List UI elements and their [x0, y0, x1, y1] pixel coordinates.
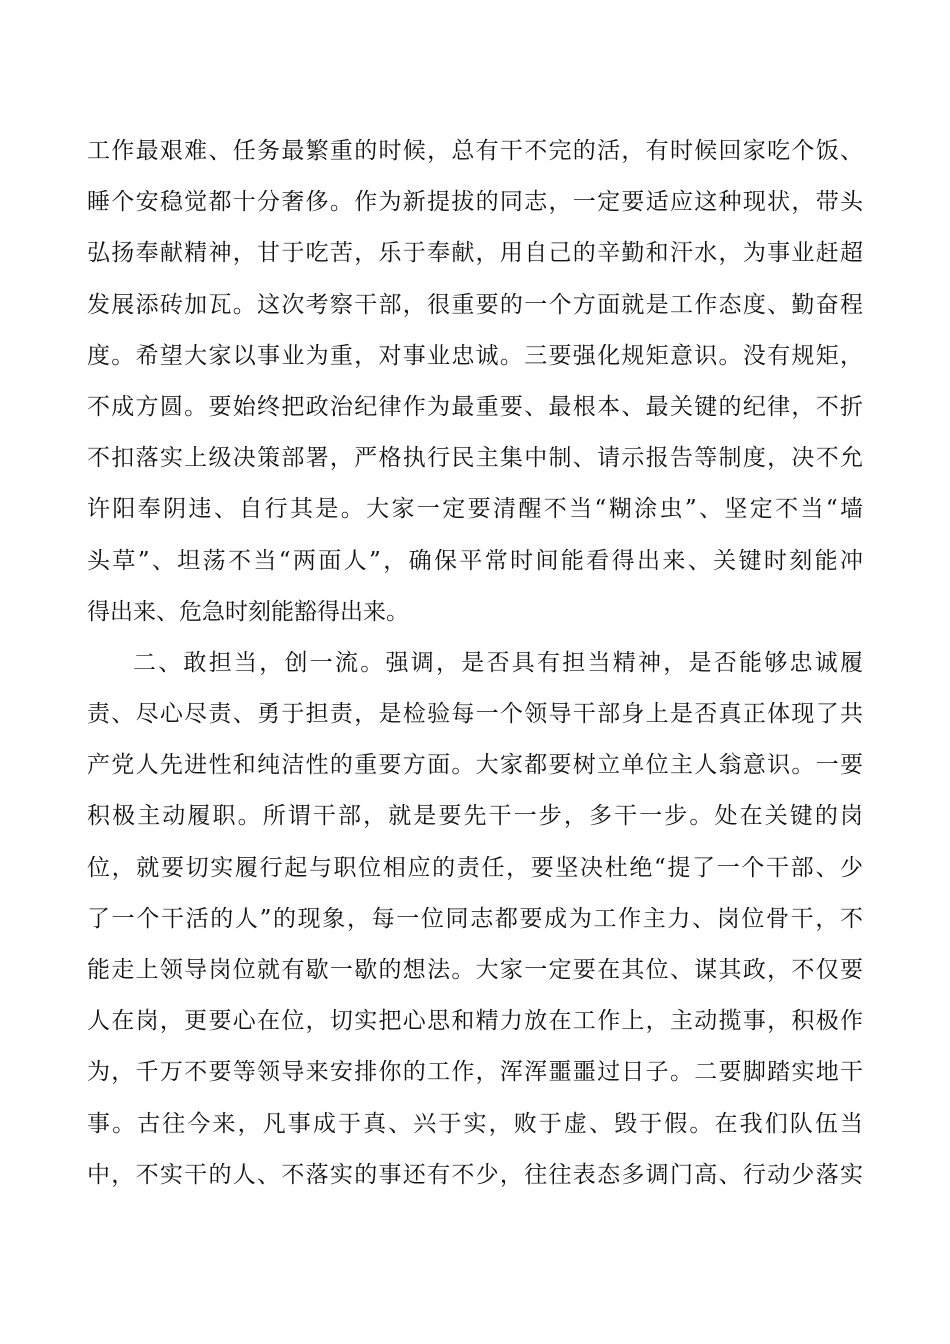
- section-heading-line: 二、敢担当，创一流。强调，是否具有担当精神，是否能够忠诚履: [133, 649, 863, 676]
- text-line: 事。古往今来，凡事成于真、兴于实，败于虚、毁于假。在我们队伍当: [87, 1110, 863, 1137]
- body-text: [87, 126, 863, 1201]
- text-line: 不扣落实上级决策部署，严格执行民主集中制、请示报告等制度，决不允: [87, 445, 863, 472]
- text-line: 为，千万不要等领导来安排你的工作，浑浑噩噩过日子。二要脚踏实地干: [87, 1059, 863, 1086]
- text-line: 头草”、坦荡不当“两面人”，确保平常时间能看得出来、关键时刻能冲: [87, 547, 863, 574]
- text-line: 工作最艰难、任务最繁重的时候，总有干不完的活，有时候回家吃个饭、: [87, 138, 863, 164]
- text-line: 不成方圆。要始终把政治纪律作为最重要、最根本、最关键的纪律，不折: [87, 393, 863, 420]
- text-line: 责、尽心尽责、勇于担责，是检验每一个领导干部身上是否真正体现了共: [87, 701, 863, 728]
- text-line: 发展添砖加瓦。这次考察干部，很重要的一个方面就是工作态度、勤奋程: [87, 291, 863, 318]
- text-line: 许阳奉阴违、自行其是。大家一定要清醒不当“糊涂虫”、坚定不当“墙: [87, 496, 863, 523]
- text-line: 积极主动履职。所谓干部，就是要先干一步，多干一步。处在关键的岗: [87, 803, 863, 830]
- text-line: 度。希望大家以事业为重，对事业忠诚。三要强化规矩意识。没有规矩，: [87, 342, 863, 369]
- text-line: 产党人先进性和纯洁性的重要方面。大家都要树立单位主人翁意识。一要: [87, 752, 863, 779]
- paragraph-end-line: 得出来、危急时刻能豁得出来。: [87, 598, 409, 625]
- text-line: 人在岗，更要心在位，切实把心思和精力放在工作上，主动揽事，积极作: [87, 1008, 863, 1035]
- text-line: 睡个安稳觉都十分奢侈。作为新提拔的同志，一定要适应这种现状，带头: [87, 189, 863, 216]
- text-line: 中，不实干的人、不落实的事还有不少，往往表态多调门高、行动少落实: [87, 1161, 863, 1188]
- text-line: 能走上领导岗位就有歇一歇的想法。大家一定要在其位、谋其政，不仅要: [87, 957, 863, 983]
- text-line: 弘扬奉献精神，甘于吃苦，乐于奉献，用自己的辛勤和汗水，为事业赶超: [87, 240, 863, 267]
- text-line: 位，就要切实履行起与职位相应的责任，要坚决杜绝“提了一个干部、少: [87, 854, 863, 881]
- text-line: 了一个干活的人”的现象，每一位同志都要成为工作主力、岗位骨干，不: [87, 905, 863, 932]
